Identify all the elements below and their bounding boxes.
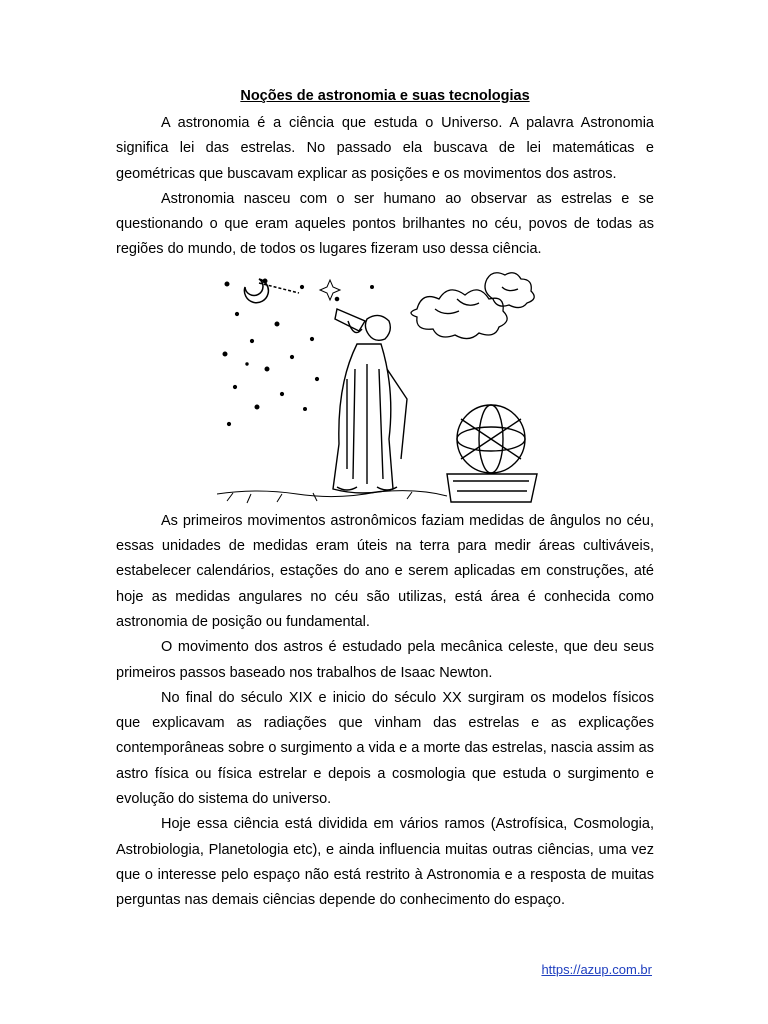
paragraph-1: A astronomia é a ciência que estuda o Universo. A palavra Astronomia significa lei das estrelas. No passado ela buscava de lei matemáticas e geométricas que buscavam explicar as posições e os movimentos dos astros.	[116, 115, 654, 182]
page-title: Noções de astronomia e suas tecnologias	[240, 88, 530, 104]
paragraph-4: O movimento dos astros é estudado pela mecânica celeste, que deu seus primeiros passos baseado nos trabalhos de Isaac Newton.	[116, 639, 654, 681]
paragraph-5: No final do século XIX e inicio do século XX surgiram os modelos físicos que explicavam as radiações que vinham das estrelas e as explicações contemporâneas sobre o surgimento a vida e a morte das estrelas, nascia assim as astro física ou física estrelar e depois a cosmologia que estuda o surgimento e evolução do sistema do universo.	[116, 689, 654, 808]
paragraph-6: Hoje essa ciência está dividida em vários ramos (Astrofísica, Cosmologia, Astrobiologia, Planetologia etc), e ainda influencia muitas outras ciências, uma vez que o interesse pelo espaço não está restrito à Astronomia e a resposta de muitas perguntas nas demais ciências depende do conhecimento do espaço.	[116, 816, 654, 909]
footer-link[interactable]: https://azup.com.br	[541, 962, 652, 977]
paragraph-2: Astronomia nasceu com o ser humano ao observar as estrelas e se questionando o que eram aqueles pontos brilhantes no céu, povos de todas as regiões do mundo, de todos os lugares fizeram uso dessa ciência.	[116, 190, 654, 258]
astronomer-woodcut-illustration	[217, 269, 551, 505]
document-page	[116, 86, 654, 914]
paragraph-3: As primeiros movimentos astronômicos faziam medidas de ângulos no céu, essas unidades de medidas eram úteis na terra para medir áreas cultiváveis, estabelecer calendários, estações do ano e serem aplicadas em construções, até hoje as medidas angulares no céu são utilizas, está área é conhecida como astronomia de posição ou fundamental.	[116, 512, 654, 630]
